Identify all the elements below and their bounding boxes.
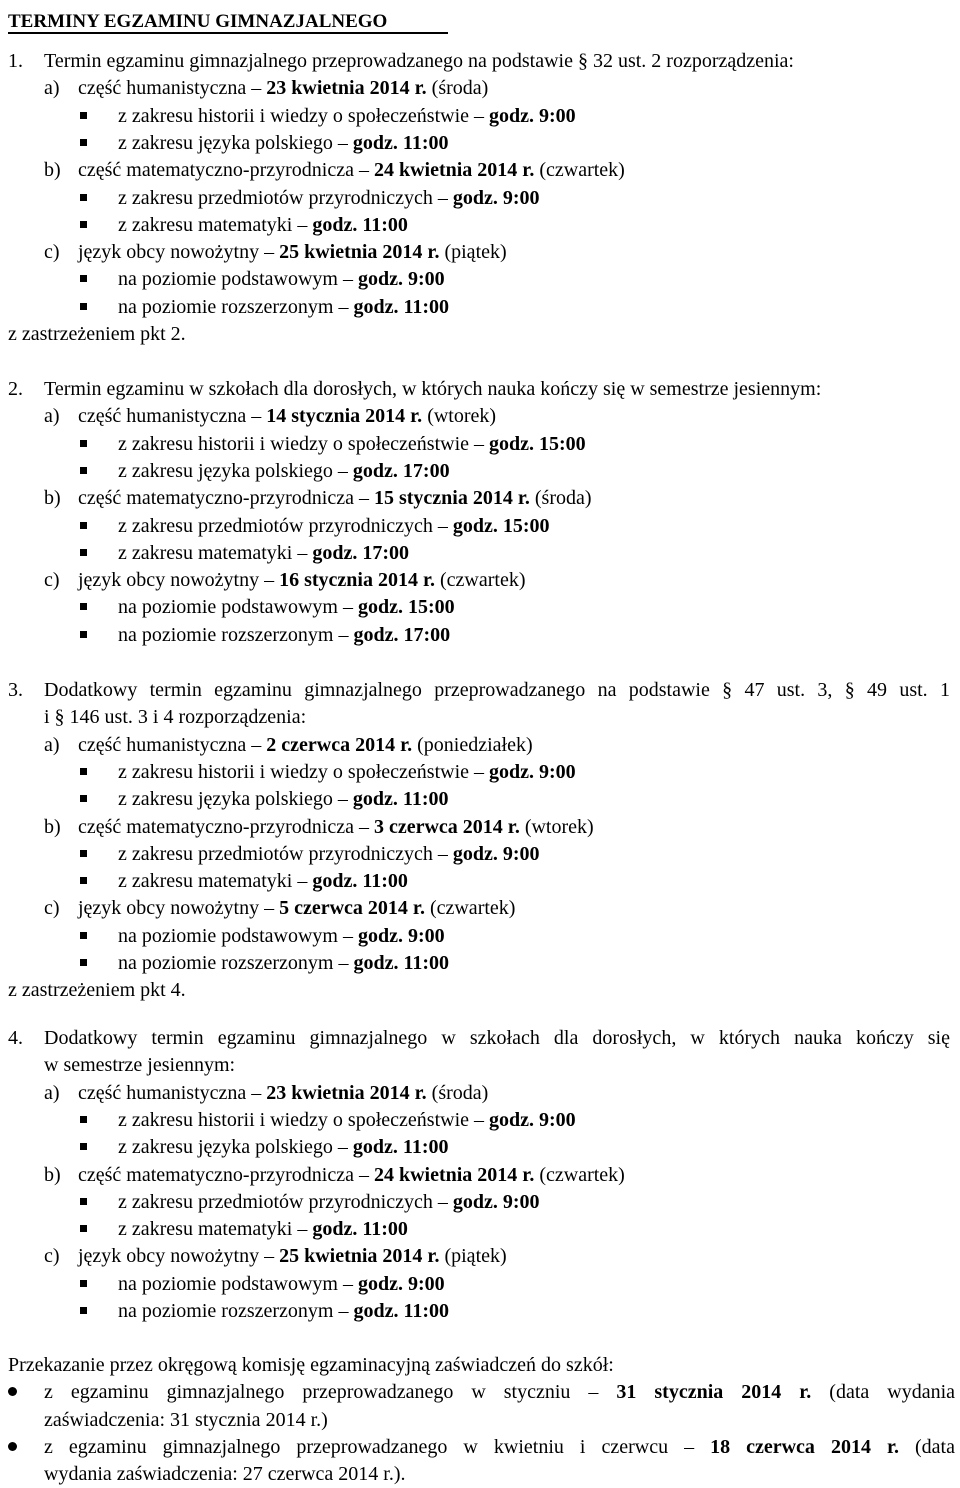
schedule-item-subject: z zakresu języka polskiego –	[118, 788, 353, 811]
schedule-item-time: godz. 11:00	[312, 213, 408, 236]
part-day: (czwartek)	[435, 569, 526, 592]
section-heading-text: Dodatkowy termin egzaminu gimnazjalnego przeprowadzanego na podstawie § 47 ust. 3, § 49 ust. 1	[44, 679, 950, 701]
footer-bullet-line2	[44, 1461, 406, 1488]
footer-bullet-text: z egzaminu gimnazjalnego przeprowadzanego w kwietniu i czerwcu –	[44, 1435, 711, 1458]
schedule-item-time: godz. 11:00	[352, 1136, 449, 1159]
section-note	[8, 977, 186, 1004]
part-letter	[44, 1243, 60, 1270]
part-date: 15 stycznia 2014 r.	[373, 487, 530, 510]
part-label: część humanistyczna –	[78, 405, 267, 428]
part-date: 16 stycznia 2014 r.	[279, 569, 435, 592]
schedule-item-time: godz. 9:00	[357, 268, 445, 291]
square-bullet-icon	[80, 631, 87, 638]
part-day: (środa)	[426, 77, 489, 100]
footer-bullet-date: 31 stycznia 2014 r.	[616, 1381, 812, 1404]
square-bullet-icon	[80, 877, 87, 884]
schedule-item-subject: z zakresu historii i wiedzy o społeczeństwie –	[118, 1108, 489, 1131]
part-letter	[44, 1080, 60, 1107]
footer-bullet-line	[44, 1434, 955, 1461]
section-number	[8, 376, 23, 403]
section-heading-line	[44, 376, 821, 403]
square-bullet-icon	[80, 1307, 87, 1314]
part-line	[78, 895, 515, 922]
part-letter-text: c)	[44, 241, 60, 264]
square-bullet-icon	[80, 112, 87, 119]
schedule-item-subject: z zakresu matematyki –	[118, 213, 313, 236]
section-heading-line	[44, 48, 794, 75]
part-line	[78, 403, 496, 430]
schedule-item	[118, 185, 540, 212]
part-day: (poniedziałek)	[412, 733, 533, 756]
section-heading-text: w semestrze jesiennym:	[44, 1054, 236, 1077]
section-number	[8, 677, 23, 704]
schedule-item-subject: z zakresu historii i wiedzy o społeczeństwie –	[118, 104, 489, 127]
schedule-item	[118, 594, 455, 621]
schedule-item-subject: na poziomie podstawowym –	[118, 268, 358, 291]
section-note-text: z zastrzeżeniem pkt 4.	[8, 979, 186, 1002]
schedule-item-subject: z zakresu przedmiotów przyrodniczych –	[118, 842, 453, 865]
part-letter	[44, 485, 61, 512]
footer-bullet-text: z egzaminu gimnazjalnego przeprowadzanego w styczniu –	[44, 1381, 617, 1404]
schedule-item-subject: z zakresu przedmiotów przyrodniczych –	[118, 1190, 453, 1213]
schedule-item-subject: na poziomie rozszerzonym –	[118, 1300, 354, 1322]
part-label: część humanistyczna –	[78, 1081, 267, 1104]
part-line	[78, 732, 533, 759]
section-heading-line	[44, 1025, 950, 1052]
part-label: część matematyczno-przyrodnicza –	[78, 815, 374, 838]
part-letter	[44, 567, 60, 594]
part-line	[78, 485, 592, 512]
square-bullet-icon	[80, 549, 87, 556]
schedule-item	[118, 1189, 540, 1216]
schedule-item-time: godz. 15:00	[452, 514, 550, 537]
schedule-item	[118, 923, 445, 950]
schedule-item-subject: na poziomie rozszerzonym –	[118, 623, 354, 646]
square-bullet-icon	[80, 1198, 87, 1205]
section-heading-text: Termin egzaminu w szkołach dla dorosłych, w których nauka kończy się w semestrze jesiennym:	[44, 378, 822, 400]
part-letter	[44, 403, 60, 430]
part-date: 24 kwietnia 2014 r.	[373, 1163, 535, 1186]
schedule-item-time: godz. 15:00	[357, 596, 455, 619]
part-date: 23 kwietnia 2014 r.	[266, 1081, 427, 1104]
schedule-item	[118, 513, 550, 540]
square-bullet-icon	[80, 932, 87, 939]
document-title: TERMINY EGZAMINU GIMNAZJALNEGO	[8, 11, 388, 32]
section-heading-line	[44, 704, 306, 731]
footer-bullet-text: (data wydania	[811, 1381, 955, 1404]
part-letter	[44, 895, 60, 922]
square-bullet-icon	[80, 303, 87, 310]
part-day: (piątek)	[439, 241, 507, 264]
schedule-item-time: godz. 9:00	[489, 1108, 576, 1131]
schedule-item	[118, 1134, 448, 1161]
part-letter-text: b)	[44, 1163, 61, 1186]
section-heading-line	[44, 677, 950, 704]
schedule-item-subject: z zakresu matematyki –	[118, 1218, 313, 1241]
section-note	[8, 321, 186, 348]
part-letter-text: c)	[44, 897, 60, 920]
part-letter	[44, 157, 61, 184]
part-day: (czwartek)	[534, 159, 625, 182]
title-underline	[8, 32, 448, 34]
schedule-item-time: godz. 11:00	[353, 295, 450, 318]
schedule-item-subject: na poziomie rozszerzonym –	[118, 952, 354, 974]
schedule-item	[118, 130, 448, 157]
footer-intro-text: Przekazanie przez okręgową komisję egzaminacyjną zaświadczeń do szkół:	[8, 1354, 614, 1376]
square-bullet-icon	[80, 1280, 87, 1287]
part-date: 25 kwietnia 2014 r.	[279, 1245, 440, 1268]
schedule-item-time: godz. 11:00	[353, 952, 450, 974]
square-bullet-icon	[80, 522, 87, 529]
square-bullet-icon	[80, 467, 87, 474]
schedule-item	[118, 1107, 576, 1134]
section-number-text: 2.	[8, 378, 23, 400]
part-letter	[44, 814, 61, 841]
part-date: 24 kwietnia 2014 r.	[373, 159, 535, 182]
footer-bullet-text: zaświadczenia: 31 stycznia 2014 r.)	[44, 1408, 328, 1431]
schedule-item-subject: z zakresu historii i wiedzy o społeczeństwie –	[118, 432, 489, 455]
schedule-item	[118, 212, 408, 239]
schedule-item	[118, 1216, 408, 1243]
section-note-text: z zastrzeżeniem pkt 2.	[8, 323, 186, 345]
section-heading-line	[44, 1052, 235, 1079]
schedule-item-subject: z zakresu języka polskiego –	[118, 459, 353, 482]
schedule-item	[118, 294, 449, 321]
schedule-item-subject: na poziomie podstawowym –	[118, 596, 358, 619]
part-letter	[44, 239, 60, 266]
part-label: język obcy nowożytny –	[78, 1245, 280, 1268]
part-label: część matematyczno-przyrodnicza –	[78, 1163, 374, 1186]
part-label: część matematyczno-przyrodnicza –	[78, 159, 374, 182]
schedule-item-time: godz. 9:00	[452, 842, 540, 865]
square-bullet-icon	[80, 275, 87, 282]
schedule-item-time: godz. 17:00	[353, 623, 451, 646]
round-bullet-icon	[8, 1387, 17, 1396]
schedule-item-subject: z zakresu matematyki –	[118, 541, 313, 564]
schedule-item	[118, 458, 450, 485]
square-bullet-icon	[80, 1116, 87, 1123]
part-letter	[44, 1162, 61, 1189]
part-line	[78, 1162, 625, 1189]
part-letter-text: a)	[44, 77, 60, 100]
footer-bullet-text: wydania zaświadczenia: 27 czerwca 2014 r.).	[44, 1463, 406, 1486]
schedule-item-time: godz. 9:00	[489, 760, 576, 783]
section-number	[8, 48, 23, 75]
schedule-item	[118, 868, 408, 895]
schedule-item-subject: z zakresu przedmiotów przyrodniczych –	[118, 186, 453, 209]
part-letter-text: a)	[44, 1081, 60, 1104]
schedule-item-time: godz. 11:00	[352, 788, 449, 811]
part-date: 14 stycznia 2014 r.	[266, 405, 423, 428]
square-bullet-icon	[80, 194, 87, 201]
square-bullet-icon	[80, 603, 87, 610]
schedule-item	[118, 266, 445, 293]
schedule-item-time: godz. 11:00	[352, 131, 449, 154]
part-line	[78, 239, 507, 266]
part-day: (piątek)	[439, 1245, 507, 1268]
part-label: język obcy nowożytny –	[78, 569, 280, 592]
schedule-item	[118, 786, 448, 813]
schedule-item-subject: z zakresu języka polskiego –	[118, 1136, 353, 1159]
footer-bullet-text: (data	[899, 1435, 955, 1458]
part-letter	[44, 732, 60, 759]
part-label: część humanistyczna –	[78, 77, 267, 100]
section-number-text: 1.	[8, 50, 23, 72]
part-day: (wtorek)	[519, 815, 594, 838]
part-day: (środa)	[426, 1081, 489, 1104]
square-bullet-icon	[80, 959, 87, 966]
part-letter	[44, 75, 60, 102]
part-day: (wtorek)	[422, 405, 497, 428]
schedule-item	[118, 622, 450, 649]
section-heading-text: Termin egzaminu gimnazjalnego przeprowadzanego na podstawie § 32 ust. 2 rozporządzenia:	[44, 50, 794, 72]
part-label: część humanistyczna –	[78, 733, 267, 756]
square-bullet-icon	[80, 440, 87, 447]
schedule-item-subject: z zakresu przedmiotów przyrodniczych –	[118, 514, 453, 537]
part-line	[78, 567, 526, 594]
schedule-item-time: godz. 15:00	[489, 432, 586, 455]
part-date: 2 czerwca 2014 r.	[266, 733, 413, 756]
schedule-item-subject: na poziomie podstawowym –	[118, 1272, 358, 1295]
schedule-item-time: godz. 9:00	[452, 186, 540, 209]
square-bullet-icon	[80, 850, 87, 857]
part-letter-text: a)	[44, 733, 60, 756]
section-number-text: 4.	[8, 1027, 23, 1049]
part-letter-text: a)	[44, 405, 60, 428]
schedule-item	[118, 103, 576, 130]
square-bullet-icon	[80, 768, 87, 775]
square-bullet-icon	[80, 1143, 87, 1150]
schedule-item-time: godz. 11:00	[312, 870, 408, 893]
schedule-item	[118, 1271, 445, 1298]
part-letter-text: c)	[44, 569, 60, 592]
schedule-item-subject: z zakresu matematyki –	[118, 870, 313, 893]
part-day: (środa)	[529, 487, 592, 510]
part-day: (czwartek)	[424, 897, 516, 920]
part-letter-text: b)	[44, 487, 61, 510]
part-day: (czwartek)	[534, 1163, 625, 1186]
schedule-item-time: godz. 17:00	[312, 541, 410, 564]
schedule-item-subject: na poziomie rozszerzonym –	[118, 295, 354, 318]
part-line	[78, 1080, 488, 1107]
part-label: część matematyczno-przyrodnicza –	[78, 487, 374, 510]
schedule-item-time: godz. 17:00	[352, 459, 450, 482]
schedule-item	[118, 759, 576, 786]
section-heading-text: Dodatkowy termin egzaminu gimnazjalnego w szkołach dla dorosłych, w których nauka kończy się	[44, 1027, 950, 1049]
footer-intro	[8, 1352, 614, 1379]
part-letter-text: c)	[44, 1245, 60, 1268]
part-label: język obcy nowożytny –	[78, 241, 280, 264]
schedule-item-time: godz. 9:00	[452, 1190, 540, 1213]
part-line	[78, 814, 594, 841]
part-letter-text: b)	[44, 815, 61, 838]
section-number	[8, 1025, 23, 1052]
schedule-item	[118, 950, 449, 977]
schedule-item-time: godz. 9:00	[357, 924, 445, 947]
square-bullet-icon	[80, 221, 87, 228]
footer-bullet-date: 18 czerwca 2014 r.	[710, 1435, 899, 1458]
schedule-item-subject: na poziomie podstawowym –	[118, 924, 358, 947]
schedule-item-time: godz. 11:00	[353, 1300, 450, 1322]
schedule-item-time: godz. 11:00	[312, 1218, 408, 1241]
section-heading-text: i § 146 ust. 3 i 4 rozporządzenia:	[44, 706, 307, 729]
schedule-item-subject: z zakresu języka polskiego –	[118, 131, 353, 154]
part-date: 5 czerwca 2014 r.	[279, 897, 425, 920]
schedule-item	[118, 841, 540, 868]
schedule-item	[118, 540, 409, 567]
square-bullet-icon	[80, 139, 87, 146]
schedule-item	[118, 431, 586, 458]
part-date: 3 czerwca 2014 r.	[373, 815, 520, 838]
schedule-item-time: godz. 9:00	[489, 104, 576, 127]
part-line	[78, 157, 625, 184]
part-label: język obcy nowożytny –	[78, 897, 280, 920]
schedule-item-subject: z zakresu historii i wiedzy o społeczeństwie –	[118, 760, 489, 783]
schedule-item	[118, 1298, 449, 1325]
square-bullet-icon	[80, 795, 87, 802]
part-date: 25 kwietnia 2014 r.	[279, 241, 440, 264]
part-line	[78, 75, 488, 102]
square-bullet-icon	[80, 1225, 87, 1232]
part-line	[78, 1243, 507, 1270]
part-date: 23 kwietnia 2014 r.	[266, 77, 427, 100]
part-letter-text: b)	[44, 159, 61, 182]
footer-bullet-line	[44, 1379, 955, 1406]
footer-bullet-line2	[44, 1407, 328, 1434]
schedule-item-time: godz. 9:00	[357, 1272, 445, 1295]
round-bullet-icon	[8, 1442, 17, 1451]
section-number-text: 3.	[8, 679, 23, 701]
